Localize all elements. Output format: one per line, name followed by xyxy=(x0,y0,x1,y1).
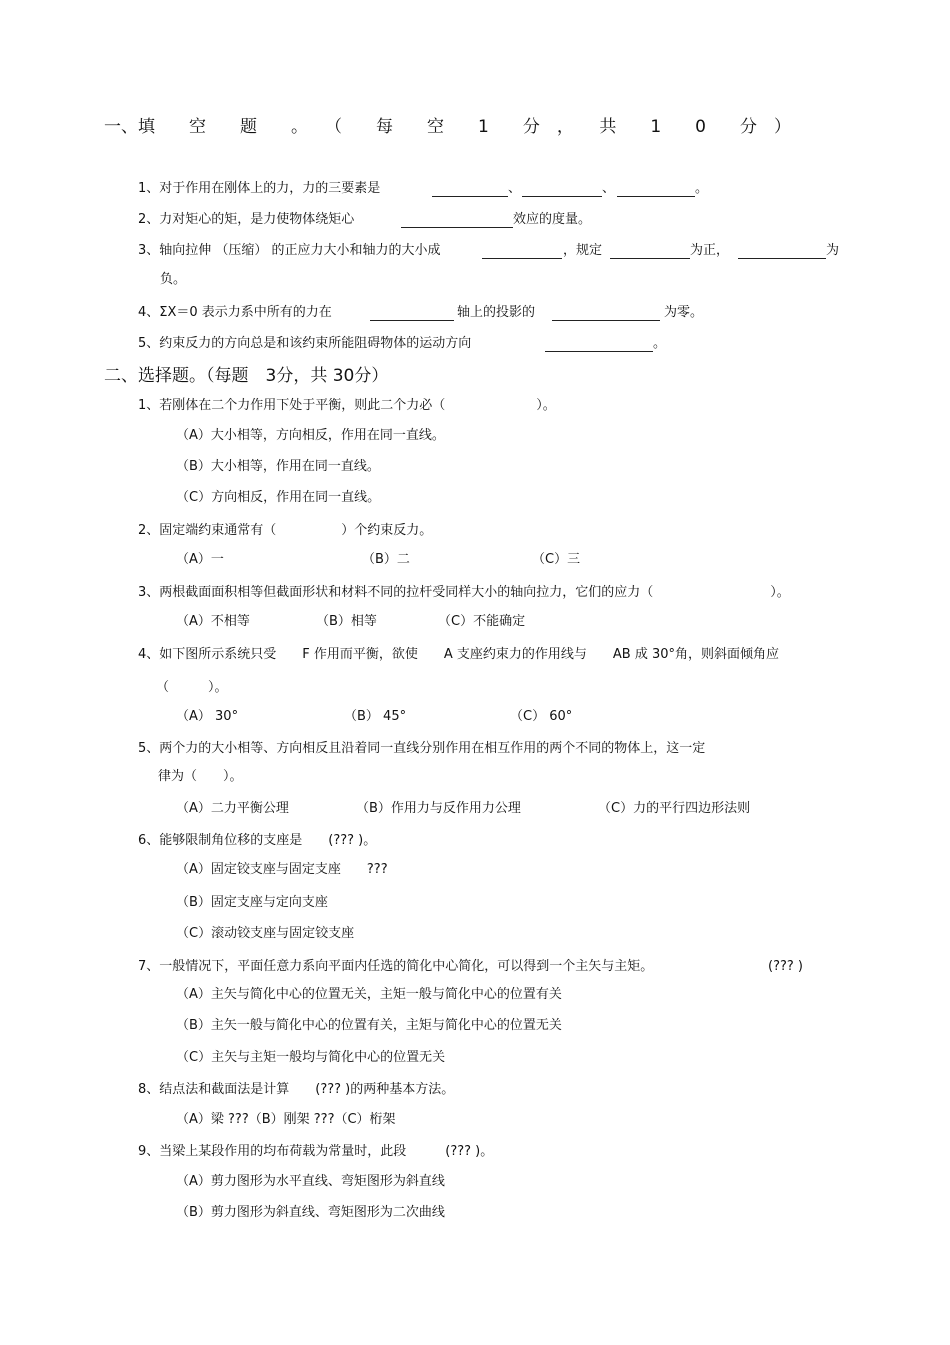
s2-q2-text: 2、固定端约束通常有（ ）个约束反力。 xyxy=(138,523,433,538)
s2-q7-mark: (??? ) xyxy=(768,959,803,974)
s1-q5-blank[interactable] xyxy=(545,351,653,352)
s1-q4-blank2[interactable] xyxy=(552,320,660,321)
s1-q3-text: 3、轴向拉伸 （压缩） 的正应力大小和轴力的大小成 xyxy=(138,243,441,258)
s2-q6-option-b[interactable]: （B）固定支座与定向支座 xyxy=(176,895,328,910)
s2-q3-option-a[interactable]: （A）不相等 xyxy=(176,614,250,629)
s1-q3-mid1: ，规定 xyxy=(563,243,603,258)
s2-q4-option-a[interactable]: （A） 30° xyxy=(176,709,239,724)
s1-q1-blank2[interactable] xyxy=(522,196,602,197)
s2-q5-option-a[interactable]: （A）二力平衡公理 xyxy=(176,801,289,816)
s2-q7-text: 7、一般情况下，平面任意力系向平面内任选的简化中心简化，可以得到一个主矢与主矩。 xyxy=(138,959,654,974)
s1-q1-blank3[interactable] xyxy=(617,196,695,197)
s1-q3-cont: 负。 xyxy=(160,272,187,287)
s2-q9-text: 9、当梁上某段作用的均布荷载为常量时，此段 (??? )。 xyxy=(138,1144,494,1159)
section1-heading: 一、填 空 题 。 （ 每 空 1 分 ， 共 1 0 分 ） xyxy=(104,117,791,137)
s2-q3-option-b[interactable]: （B）相等 xyxy=(316,614,377,629)
s2-q2-option-a[interactable]: （A）一 xyxy=(176,552,224,567)
s2-q2-option-b[interactable]: （B）二 xyxy=(362,552,410,567)
s1-q2-text: 2、力对矩心的矩，是力使物体绕矩心 xyxy=(138,212,355,227)
s1-q3-end: 为 xyxy=(826,243,840,258)
s1-q4-end: 为零。 xyxy=(664,305,704,320)
s1-q4-text: 4、ΣX＝0 表示力系中所有的力在 xyxy=(138,305,332,320)
s2-q1-option-b[interactable]: （B）大小相等，作用在同一直线。 xyxy=(176,459,380,474)
s1-q1-text: 1、对于作用在刚体上的力，力的三要素是 xyxy=(138,181,381,196)
s2-q8-text: 8、结点法和截面法是计算 (??? )的两种基本方法。 xyxy=(138,1082,455,1097)
s1-q2-end: 效应的度量。 xyxy=(513,212,592,227)
s2-q5-option-b[interactable]: （B）作用力与反作用力公理 xyxy=(356,801,521,816)
s2-q5-cont: 律为（ ）。 xyxy=(158,769,243,784)
s1-q5-text: 5、约束反力的方向总是和该约束所能阻碍物体的运动方向 xyxy=(138,336,472,351)
s2-q7-option-a[interactable]: （A）主矢与简化中心的位置无关，主矩一般与简化中心的位置有关 xyxy=(176,987,562,1002)
s2-q6-text: 6、能够限制角位移的支座是 (??? )。 xyxy=(138,833,377,848)
s2-q5-option-c[interactable]: （C）力的平行四边形法则 xyxy=(598,801,751,816)
s2-q4-option-c[interactable]: （C） 60° xyxy=(510,709,573,724)
s2-q7-option-b[interactable]: （B）主矢一般与简化中心的位置有关，主矩与简化中心的位置无关 xyxy=(176,1018,562,1033)
s2-q4-cont: （ ）。 xyxy=(156,680,228,695)
s2-q5-text: 5、两个力的大小相等、方向相反且沿着同一直线分别作用在相互作用的两个不同的物体上，这一定 xyxy=(138,741,706,756)
s1-q3-blank3[interactable] xyxy=(738,258,826,259)
s1-q2-blank[interactable] xyxy=(401,227,513,228)
s2-q4-option-b[interactable]: （B） 45° xyxy=(344,709,407,724)
s2-q3-text: 3、两根截面面积相等但截面形状和材料不同的拉杆受同样大小的轴向拉力，它们的应力（ ）。 xyxy=(138,585,790,600)
s2-q2-option-c[interactable]: （C）三 xyxy=(532,552,581,567)
s2-q9-option-b[interactable]: （B）剪力图形为斜直线、弯矩图形为二次曲线 xyxy=(176,1205,445,1220)
s2-q9-option-a[interactable]: （A）剪力图形为水平直线、弯矩图形为斜直线 xyxy=(176,1174,445,1189)
s2-q4-text: 4、如下图所示系统只受 F 作用而平衡，欲使 A 支座约束力的作用线与 AB 成 30°角，则斜面倾角应 xyxy=(138,647,780,662)
s1-q5-end: 。 xyxy=(653,336,667,351)
s1-q1-sep1: 、 xyxy=(508,181,522,196)
s1-q3-blank1[interactable] xyxy=(482,258,562,259)
s2-q1-option-a[interactable]: （A）大小相等，方向相反，作用在同一直线。 xyxy=(176,428,445,443)
s2-q6-option-c[interactable]: （C）滚动铰支座与固定铰支座 xyxy=(176,926,355,941)
s2-q6-option-a[interactable]: （A）固定铰支座与固定支座 ??? xyxy=(176,862,388,877)
s1-q3-mid2: 为正， xyxy=(690,243,730,258)
s1-q1-sep2: 、 xyxy=(602,181,616,196)
s2-q8-options[interactable]: （A）梁 ???（B）刚架 ???（C）桁架 xyxy=(176,1112,396,1127)
s2-q1-option-c[interactable]: （C）方向相反，作用在同一直线。 xyxy=(176,490,381,505)
s1-q1-end: 。 xyxy=(695,181,709,196)
section2-heading: 二、选择题。（每题 3分，共 30分） xyxy=(104,366,389,386)
s1-q4-mid: 轴上的投影的 xyxy=(457,305,536,320)
s2-q1-text: 1、若刚体在二个力作用下处于平衡，则此二个力必（ ）。 xyxy=(138,398,556,413)
s1-q4-blank1[interactable] xyxy=(370,320,454,321)
s2-q7-option-c[interactable]: （C）主矢与主矩一般均与简化中心的位置无关 xyxy=(176,1050,446,1065)
s1-q1-blank1[interactable] xyxy=(432,196,508,197)
s2-q3-option-c[interactable]: （C）不能确定 xyxy=(438,614,526,629)
s1-q3-blank2[interactable] xyxy=(610,258,690,259)
